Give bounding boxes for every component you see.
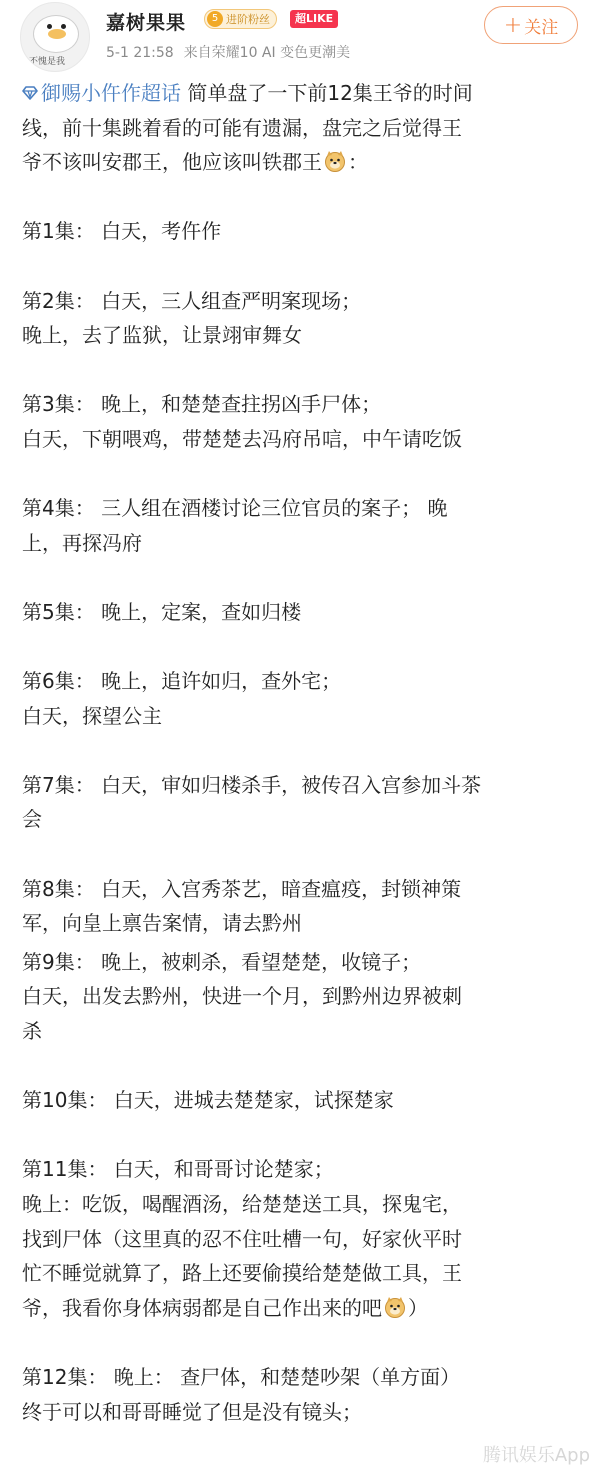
- fan-badge-label: 进阶粉丝: [226, 13, 270, 26]
- episode-12-line-1: 第12集： 晚上： 查尸体，和楚楚吵架（单方面）: [22, 1364, 461, 1389]
- episode-11-line-1: 第11集： 白天，和哥哥讨论楚家；: [22, 1157, 334, 1182]
- episode-5-line: 第5集： 晚上，定案，查如归楼: [22, 599, 302, 624]
- follow-button[interactable]: [484, 6, 578, 44]
- avatar-text: 不愧是我: [29, 57, 66, 67]
- episode-2-line-1: 第2集： 白天，三人组查严明案现场；: [22, 288, 362, 313]
- plus-icon: +: [503, 12, 523, 38]
- fan-badge[interactable]: [204, 9, 277, 29]
- fan-level: 5: [207, 11, 223, 27]
- post-meta: [106, 42, 350, 62]
- doge-emoji-icon: [324, 150, 346, 172]
- episode-8-line-2: 军，向皇上禀告案情，请去黔州: [22, 911, 302, 936]
- episode-7-line-1: 第7集： 白天，审如归楼杀手，被传召入宫参加斗茶: [22, 772, 482, 797]
- avatar-eye-left: [47, 24, 52, 29]
- doge-emoji-icon: [384, 1296, 406, 1318]
- episode-4-line-1: 第4集： 三人组在酒楼讨论三位官员的案子； 晚: [22, 496, 448, 521]
- avatar-beak: [48, 29, 66, 39]
- episode-11-line-2: 晚上：吃饭，喝醒酒汤，给楚楚送工具，探鬼宅，: [22, 1192, 462, 1216]
- follow-label: 关注: [524, 17, 559, 38]
- episode-2-line-2: 晚上，去了监狱，让景翊审舞女: [22, 323, 302, 348]
- episode-6-line-1: 第6集： 晚上，追许如归，查外宅；: [22, 669, 342, 694]
- post-time: 5-1 21:58: [106, 45, 174, 61]
- episode-1-line: 第1集： 白天，考仵作: [22, 219, 222, 244]
- super-topic-diamond-icon: [22, 85, 38, 101]
- episode-3-line-1: 第3集： 晚上，和楚楚查拄拐凶手尸体；: [22, 392, 382, 417]
- episode-3-line-2: 白天，下朝喂鸡，带楚楚去冯府吊唁，中午请吃饭: [22, 426, 462, 451]
- episode-11-line-5-end: ）: [408, 1295, 428, 1320]
- intro-text-3: 爷不该叫安郡王，他应该叫铁郡王: [22, 150, 322, 175]
- episode-12-line-2: 终于可以和哥哥睡觉了但是没有镜头；: [22, 1399, 362, 1424]
- avatar[interactable]: [20, 2, 90, 72]
- post-intro-line-1: [22, 76, 578, 111]
- post-intro-line-3: [22, 145, 578, 180]
- episode-7-line-2: 会: [22, 807, 42, 832]
- post-body: [22, 76, 578, 1429]
- episode-9-line-3: 杀: [22, 1019, 42, 1044]
- episode-9-line-2: 白天，出发去黔州，快进一个月，到黔州边界被刺: [22, 984, 462, 1009]
- intro-text-3-end: ：: [348, 150, 368, 175]
- episode-6-line-2: 白天，探望公主: [22, 703, 162, 728]
- username[interactable]: 嘉树果果: [106, 12, 187, 34]
- episode-10-line: 第10集： 白天，进城去楚楚家，试探楚家: [22, 1088, 394, 1113]
- post-intro-line-2: 线，前十集跳着看的可能有遗漏，盘完之后觉得王: [22, 115, 462, 140]
- topic-link[interactable]: [22, 81, 187, 105]
- avatar-eye-right: [61, 24, 66, 29]
- episode-9-line-1: 第9集： 晚上，被刺杀，看望楚楚，收镜子；: [22, 949, 422, 974]
- like-badge[interactable]: 超LIKE: [290, 10, 338, 28]
- episode-11-line-5-text: 爷，我看你身体病弱都是自己作出来的吧: [22, 1295, 382, 1320]
- episode-11-line-3: 找到尸体（这里真的忍不住吐槽一句，好家伙平时: [22, 1226, 462, 1251]
- episode-8-line-1: 第8集： 白天，入宫秀茶艺，暗查瘟疫，封锁神策: [22, 876, 462, 901]
- topic-label: 御赐小仵作超话: [41, 81, 181, 105]
- watermark: 腾讯娱乐App: [482, 1445, 590, 1466]
- episode-11-line-4: 忙不睡觉就算了，路上还要偷摸给楚楚做工具，王: [22, 1261, 462, 1286]
- intro-text-1: 简单盘了一下前12集王爷的时间: [187, 81, 473, 105]
- post-source: 来自荣耀10 AI 变色更潮美: [183, 45, 351, 61]
- post-header: [0, 0, 600, 72]
- episode-11-line-5: [22, 1291, 578, 1326]
- episode-4-line-2: 上，再探冯府: [22, 530, 142, 555]
